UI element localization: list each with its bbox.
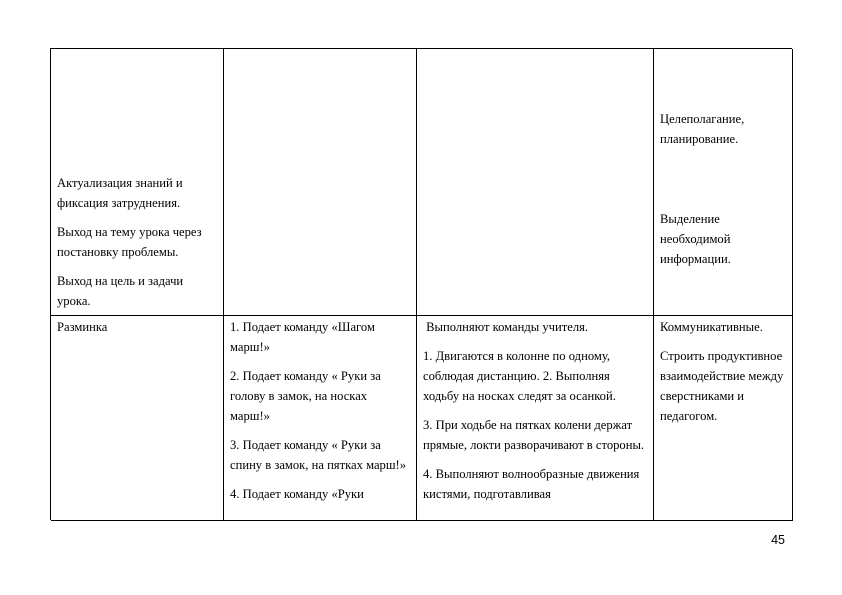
cell-stage-row2 xyxy=(51,316,224,521)
uud-text: Коммуникативные. xyxy=(660,320,763,334)
cell-students-row1 xyxy=(417,49,654,316)
teacher-action: 4. Подает команду «Руки xyxy=(230,487,364,501)
cell-teacher-row2 xyxy=(224,316,417,521)
teacher-action: 1. Подает команду «Шагом марш!» xyxy=(230,320,375,354)
stage-text: Выход на цель и задачи урока. xyxy=(57,274,184,308)
student-action: Выполняют команды учителя. xyxy=(423,320,589,334)
cell-uud-row2 xyxy=(654,316,793,521)
cell-uud-row1 xyxy=(654,49,793,316)
cell-students-row2 xyxy=(417,316,654,521)
uud-text: Целеполагание, планирование. xyxy=(660,112,745,146)
lesson-table xyxy=(50,48,792,520)
cell-stage-row1 xyxy=(51,49,224,316)
teacher-action: 3. Подает команду « Руки за спину в замок, на пятках марш!» xyxy=(230,438,407,472)
student-action: 1. Двигаются в колонне по одному, соблюдая дистанцию. 2. Выполняя ходьбу на носках следят за осанкой. xyxy=(423,349,616,403)
stage-text: Разминка xyxy=(57,320,108,334)
stage-text: Актуализация знаний и фиксация затруднения. xyxy=(57,176,183,210)
teacher-action: 2. Подает команду « Руки за голову в замок, на носках марш!» xyxy=(230,369,381,423)
cell-teacher-row1 xyxy=(224,49,417,316)
page-number: 45 xyxy=(771,533,785,547)
student-action: 3. При ходьбе на пятках колени держат прямые, локти разворачивают в стороны. xyxy=(423,418,645,452)
uud-text: Строить продуктивное взаимодействие между сверстниками и педагогом. xyxy=(660,349,784,423)
student-action: 4. Выполняют волнообразные движения кистями, подготавливая xyxy=(423,467,640,501)
uud-text: Выделение необходимой информации. xyxy=(660,212,731,266)
stage-text: Выход на тему урока через постановку проблемы. xyxy=(57,225,202,259)
